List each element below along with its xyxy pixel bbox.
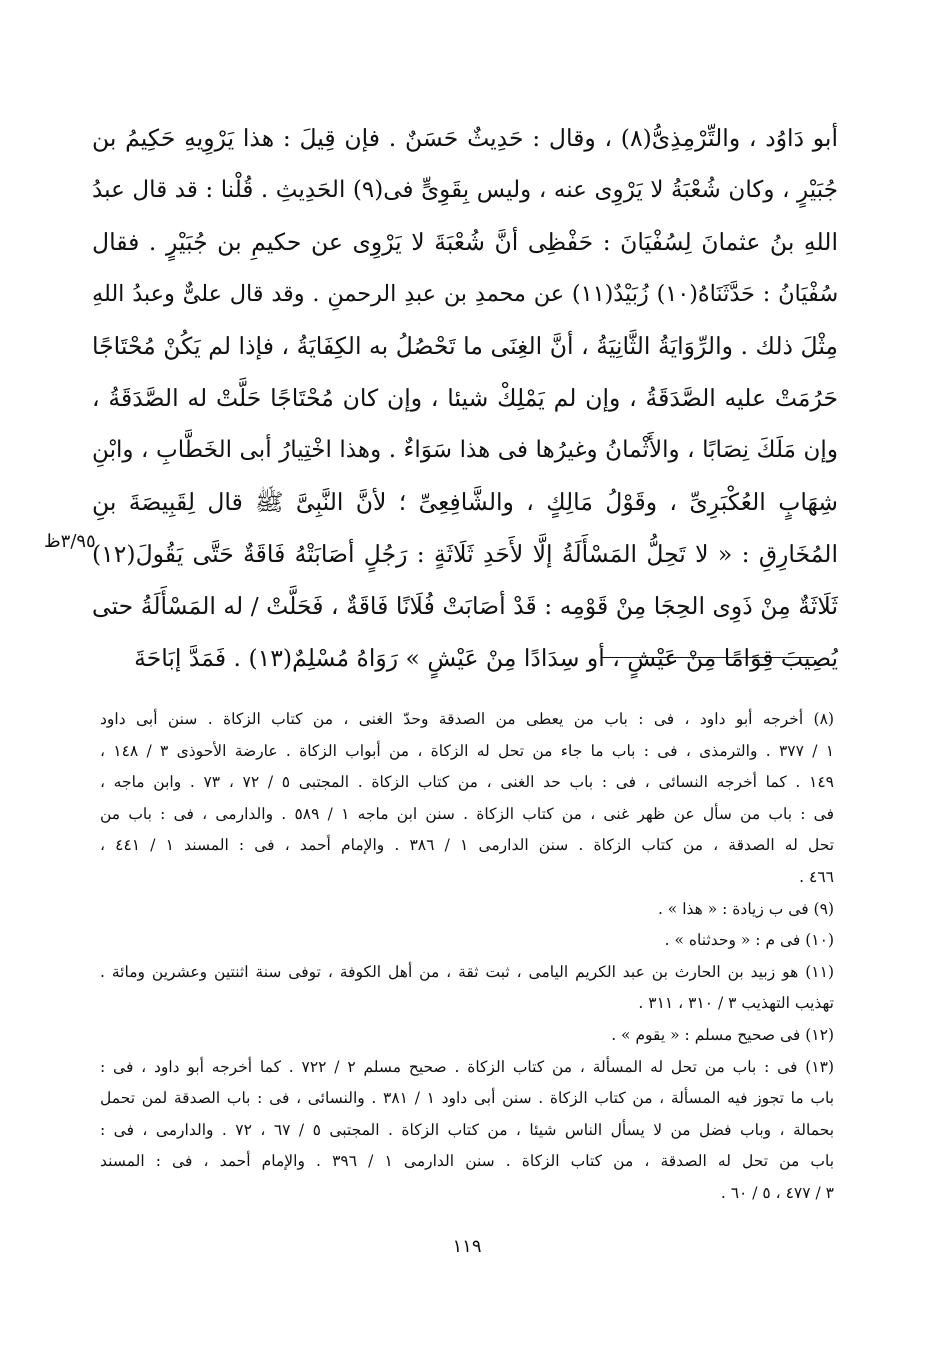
footnote-line: (٨) أخرجه أبو داود ، فى : باب من يعطى من الصدقة وحدّ الغنى ، من كتاب الزكاة . سنن أبى داود <box>100 710 834 728</box>
footnote-line: تهذيب التهذيب ٣ / ٣١٠ ، ٣١١ . <box>638 994 834 1013</box>
text-line: ثَلَاثَةٌ مِنْ ذَوِى الحِجَا مِنْ قَوْمِه : قَدْ أصَابَتْ فُلَانًا فَاقَةٌ ، فَحَلَّتْ / له المَسْأَلَةُ حتى <box>92 592 838 620</box>
footnote-line: تحل له الصدقة ، من كتاب الزكاة . سنن الدارمى ١ / ٣٨٦ . والإمام أحمد ، فى : المسند ١ / ٤٤١ ، <box>100 836 834 855</box>
footnote-line: ١ / ٣٧٧ . والترمذى ، فى : باب ما جاء من تحل له الزكاة ، من أبواب الزكاة . عارضة الأحوذى ٣ / ١٤٨ ، <box>100 741 834 760</box>
text-line: المُخَارِقِ : « لا تَحِلُّ المَسْأَلَةُ إلَّا لأَحَدِ ثَلَاثَةٍ : رَجُلٍ أصَابَتْهُ فَاقَةٌ حَتَّى يَقُولَ(١٢) <box>92 540 838 568</box>
footnote-line: (١٠) فى م : « وحدثناه » . <box>664 931 834 950</box>
footnote-line: (١٢) فى صحيح مسلم : « يقوم » . <box>611 1025 834 1044</box>
text-line: حَرُمَتْ عليه الصَّدَقَةُ ، وإن لم يَمْلِكْ شيئا ، وإن كان مُحْتَاجًا حَلَّتْ له الصَّدَقَةُ ، <box>92 384 838 412</box>
main-text <box>92 112 838 684</box>
footnote-separator <box>602 657 814 658</box>
footnote-line: باب ما تجوز فيه المسألة ، من كتاب الزكاة . سنن أبى داود ١ / ٣٨١ . والنسائى ، فى : باب الصدقة لمن تحمل <box>100 1089 834 1108</box>
footnote-line: بحمالة ، وباب فضل من لا يسأل الناس شيئا ، من كتاب الزكاة . المجتبى ٥ / ٦٧ ، ٧٢ . والدارمى ، فى : <box>100 1120 834 1139</box>
footnotes <box>100 704 834 1210</box>
manuscript-folio-note: ٣/٩٥ظ <box>44 531 96 552</box>
footnote-line: فى : باب من سأل عن ظهر غنى ، من كتاب الزكاة . سنن ابن ماجه ١ / ٥٨٩ . والدارمى ، فى : باب من <box>100 804 834 823</box>
footnote-line: باب من تحل له الصدقة ، من كتاب الزكاة . سنن الدارمى ١ / ٣٩٦ . والإمام أحمد ، فى : المسند <box>100 1152 834 1171</box>
text-line: مِثْلَ ذلك . والرِّوَايَةُ الثَّانِيَةُ ، أنَّ الغِنَى ما تَحْصُلُ به الكِفَايَةُ ، فإذا لم يَكُنْ مُحْتَاجًا <box>92 332 838 360</box>
footnote-line: (١١) هو زبيد بن الحارث بن عبد الكريم اليامى ، ثبت ثقة ، من أهل الكوفة ، توفى سنة اثنتين وعشرين ومائة . <box>100 962 834 981</box>
text-line: اللهِ بنُ عثمانَ لِسُفْيَانَ : حَفْظِى أنَّ شُعْبَةَ لا يَرْوِى عن حكيمِ بن جُبَيْرٍ . فقال <box>92 228 838 256</box>
footnote-line: ٣ / ٤٧٧ ، ٥ / ٦٠ . <box>720 1183 834 1202</box>
footnote-line: ١٤٩ . كما أخرجه النسائى ، فى : باب حد الغنى ، من كتاب الزكاة . المجتبى ٥ / ٧٢ ، ٧٣ . وابن ماجه ، <box>100 773 834 792</box>
text-line: أبو دَاوُد ، والتِّرْمِذِىُّ(٨) ، وقال : حَدِيثٌ حَسَنٌ . فإن قِيلَ : هذا يَرْوِيهِ حَكِيمُ بن <box>92 124 838 152</box>
text-line: جُبَيْرٍ ، وكان شُعْبَةُ لا يَرْوِى عنه ، وليس بِقَوِىٍّ فى(٩) الحَدِيثِ . قُلْنا : قد قال عبدُ <box>92 177 838 203</box>
page-number: ١١٩ <box>452 1236 482 1257</box>
text-line: سُفْيَانُ : حَدَّثَنَاهُ(١٠) زُبَيْدٌ(١١) عن محمدِ بن عبدِ الرحمنِ . وقد قال علىٌّ وعبدُ اللهِ <box>92 281 838 307</box>
text-line: يُصِيبَ قِوَامًا مِنْ عَيْشٍ ، أو سِدَادًا مِنْ عَيْشٍ » رَوَاهُ مُسْلِمٌ(١٣) . فَمَدَّ إبَاحَةَ <box>134 644 838 672</box>
footnote-line: (١٣) فى : باب من تحل له المسألة ، من كتاب الزكاة . صحيح مسلم ٢ / ٧٢٢ . كما أخرجه أبو داود ، فى : <box>100 1057 834 1076</box>
footnote-line: ٤٦٦ . <box>799 867 834 886</box>
text-line: شِهَابٍ العُكْبَرِىِّ ، وقَوْلُ مَالِكٍ ، والشَّافِعِىِّ ؛ لأنَّ النَّبِىَّ ﷺ قال لِقَبِيصَةَ بنِ <box>92 488 838 516</box>
text-line: وإن مَلَكَ نِصَابًا ، والأَثْمانُ وغيرُها فى هذا سَوَاءٌ . وهذا اخْتِيارُ أبى الخَطَّابِ ، وابْنِ <box>92 437 838 463</box>
footnote-line: (٩) فى ب زيادة : « هذا » . <box>657 899 834 918</box>
